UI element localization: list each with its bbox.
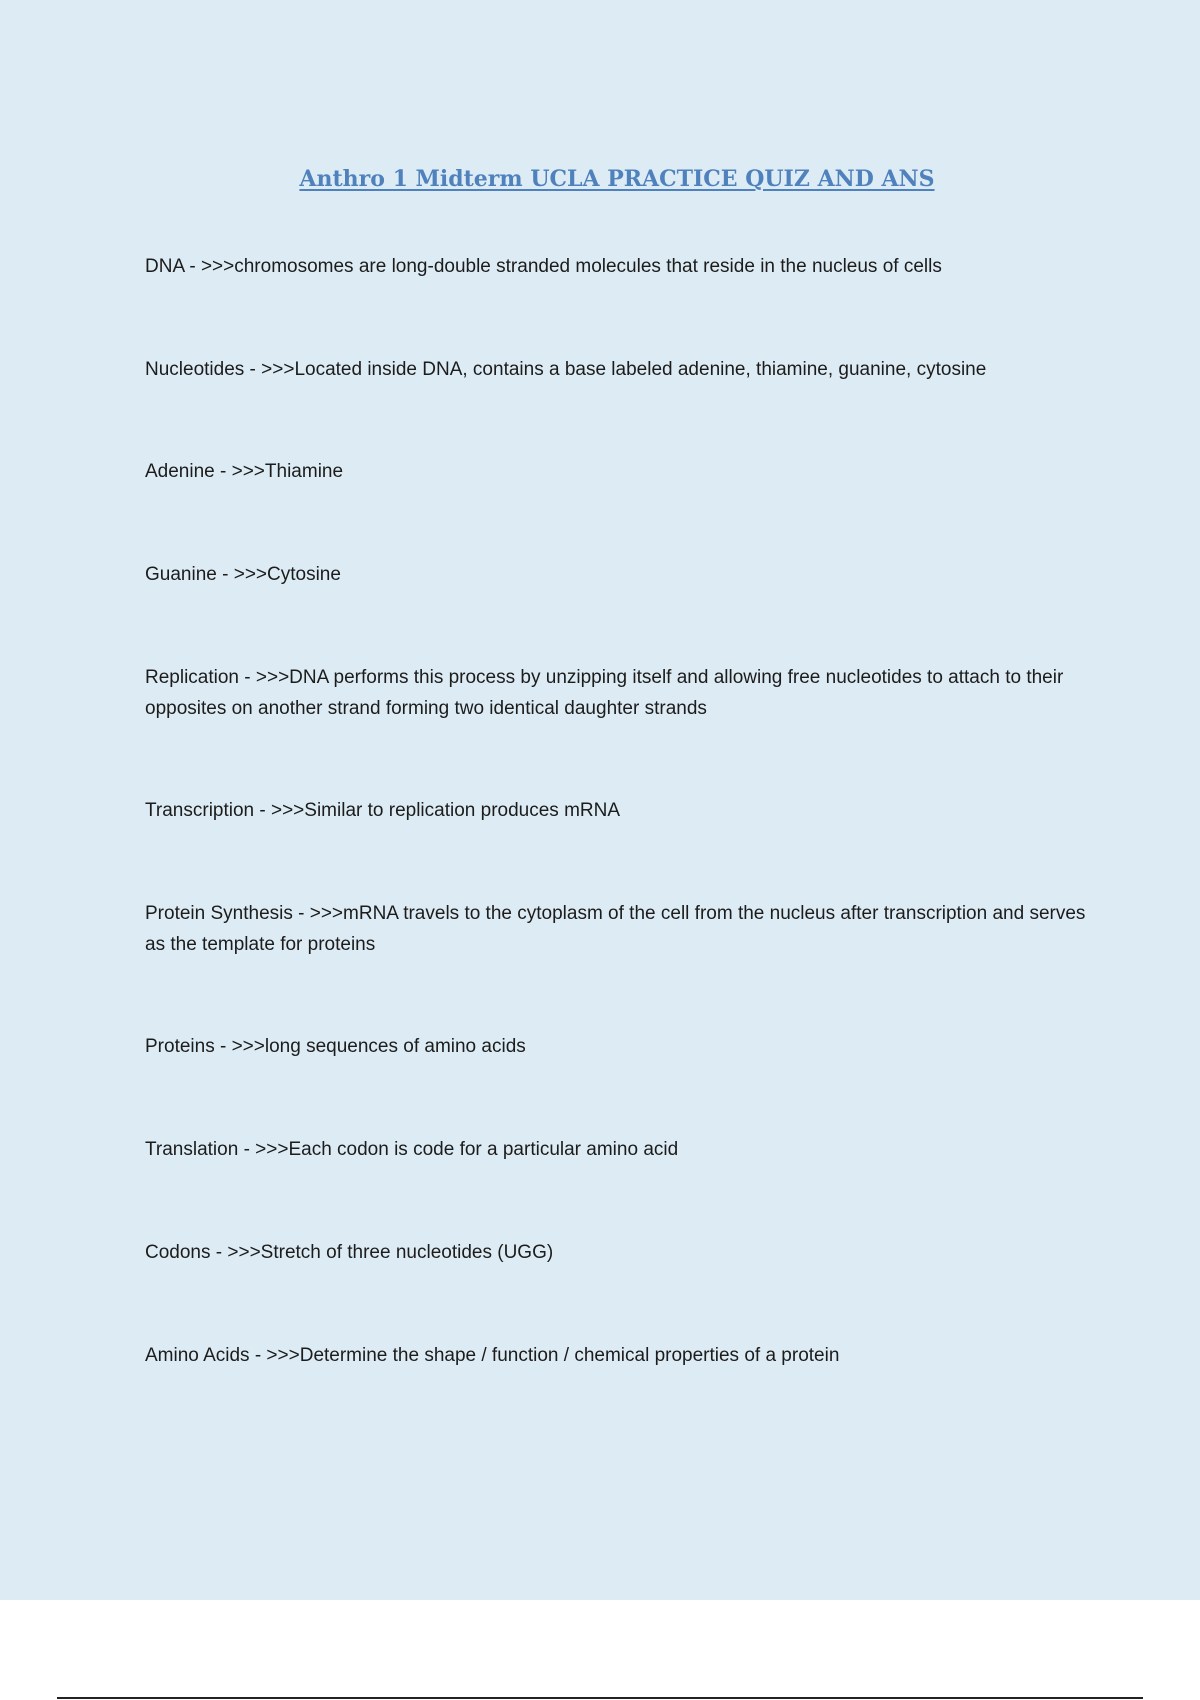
footer-divider bbox=[57, 1697, 1143, 1699]
term-entry-protein-synthesis: Protein Synthesis - >>>mRNA travels to the cytoplasm of the cell from the nucleus after transcription and serves as the template for proteins bbox=[145, 903, 1086, 955]
term-entry-adenine: Adenine - >>>Thiamine bbox=[145, 461, 344, 482]
term-entry-proteins: Proteins - >>>long sequences of amino acids bbox=[145, 1036, 526, 1057]
term-entry-dna: DNA - >>>chromosomes are long-double stranded molecules that reside in the nucleus of cells bbox=[145, 256, 942, 277]
term-entry-translation: Translation - >>>Each codon is code for a particular amino acid bbox=[145, 1139, 679, 1160]
term-entry-transcription: Transcription - >>>Similar to replication produces mRNA bbox=[145, 800, 621, 821]
term-entry-replication: Replication - >>>DNA performs this process by unzipping itself and allowing free nucleotides to attach to their opposites on another strand forming two identical daughter strands bbox=[145, 667, 1064, 719]
term-entry-guanine: Guanine - >>>Cytosine bbox=[145, 564, 341, 585]
document-title: Anthro 1 Midterm UCLA PRACTICE QUIZ AND ANS bbox=[299, 166, 935, 192]
term-entry-codons: Codons - >>>Stretch of three nucleotides (UGG) bbox=[145, 1242, 554, 1263]
term-entry-nucleotides: Nucleotides - >>>Located inside DNA, contains a base labeled adenine, thiamine, guanine, cytosine bbox=[145, 359, 987, 380]
term-entry-amino-acids: Amino Acids - >>>Determine the shape / function / chemical properties of a protein bbox=[145, 1345, 840, 1366]
